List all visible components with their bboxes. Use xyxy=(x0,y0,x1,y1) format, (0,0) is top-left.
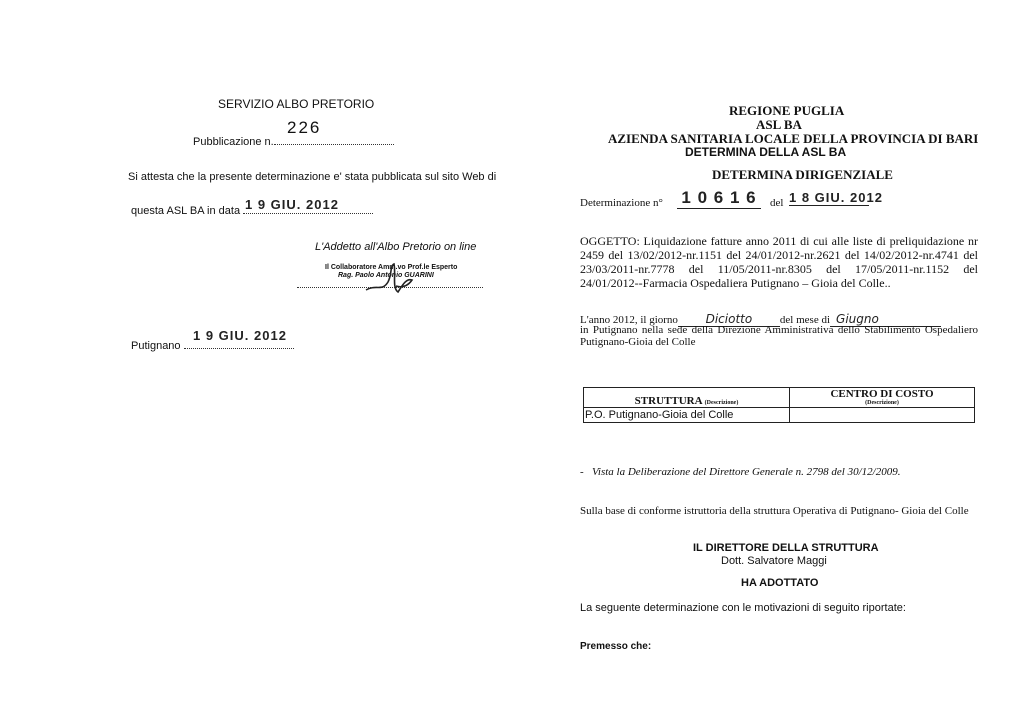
oggetto-line: 2459 del 13/02/2012-nr.1151 del 24/01/2012-nr.2621 del 14/02/2012-nr.4741 del xyxy=(580,248,978,262)
albo-header: SERVIZIO ALBO PRETORIO xyxy=(218,97,375,111)
det-date: 1 8 GIU. 2012 xyxy=(789,190,883,205)
del-label: del xyxy=(770,197,784,209)
title-azienda: AZIENDA SANITARIA LOCALE DELLA PROVINCIA DI BARI xyxy=(608,131,979,146)
table-header-row xyxy=(584,388,975,408)
sede-line: Putignano-Gioia del Colle xyxy=(580,336,696,348)
place-dots xyxy=(184,348,294,349)
mese-handwritten: Giugno xyxy=(836,312,879,326)
table-header-centro xyxy=(790,388,975,408)
ha-adottato: HA ADOTTATO xyxy=(741,577,819,589)
data-dots xyxy=(243,213,373,214)
anno-text: L'anno 2012, il giorno xyxy=(580,314,678,326)
pubblicazione-label-text: Pubblicazione n. xyxy=(193,136,274,148)
table-cell-struttura: P.O. Putignano-Gioia del Colle xyxy=(584,408,790,423)
title-dirigenziale: DETERMINA DIRIGENZIALE xyxy=(712,167,893,182)
pubblicazione-number: 226 xyxy=(287,118,322,137)
oggetto-line: 24/01/2012--Farmacia Ospedaliera Putignano – Gioia del Colle.. xyxy=(580,276,891,290)
addetto-label: L'Addetto all'Albo Pretorio on line xyxy=(315,241,477,253)
data-stamp: 1 9 GIU. 2012 xyxy=(245,197,339,212)
oggetto-line: 23/03/2011-nr.7778 del 11/05/2011-nr.8305 del 17/05/2011-nr.1152 del xyxy=(580,262,978,276)
oggetto-line: OGGETTO: Liquidazione fatture anno 2011 di cui alle liste di preliquidazione nr xyxy=(580,234,978,248)
direttore-title: IL DIRETTORE DELLA STRUTTURA xyxy=(693,542,879,554)
pubblicazione-dots xyxy=(274,144,394,145)
pubblicazione-label xyxy=(193,136,394,148)
title-asl: ASL BA xyxy=(756,117,802,132)
place-label: Putignano xyxy=(131,340,181,352)
sede-line: in Putignano nella sede della Direzione Amministrativa dello Stabilimento Ospedaliero xyxy=(580,324,978,336)
vista-line: Vista la Deliberazione del Direttore Generale n. 2798 del 30/12/2009. xyxy=(592,466,901,478)
data-line xyxy=(131,205,373,217)
table-row xyxy=(584,408,975,423)
attest-line: Si attesta che la presente determinazione e' stata pubblicata sul sito Web di xyxy=(128,171,497,183)
giorno-handwritten: Diciotto xyxy=(705,312,753,326)
title-regione: REGIONE PUGLIA xyxy=(729,103,845,118)
signer-line-2: Rag. Paolo Antonio GUARINI xyxy=(338,272,434,279)
table-header-struttura xyxy=(584,388,790,408)
signature-scribble-icon xyxy=(362,258,422,298)
direttore-name: Dott. Salvatore Maggi xyxy=(721,555,827,567)
data-label: questa ASL BA in data xyxy=(131,205,241,217)
signer-line-1: Il Collaboratore Amm.vo Prof.le Esperto xyxy=(325,264,458,271)
vista-bullet: - xyxy=(580,466,584,478)
cost-center-table xyxy=(583,387,975,423)
table-cell-centro xyxy=(790,408,975,423)
struttura-sub: (Descrizione) xyxy=(704,400,739,406)
det-label: Determinazione n° xyxy=(580,197,663,209)
place-line xyxy=(131,340,294,352)
premesso-line: Premesso che: xyxy=(580,641,652,652)
centro-header: CENTRO DI COSTO xyxy=(830,387,934,400)
det-number: 1 0 6 1 6 xyxy=(677,188,761,209)
sulla-base-line: Sulla base di conforme istruttoria della struttura Operativa di Putignano- Gioia del Colle xyxy=(580,505,969,517)
title-determina: DETERMINA DELLA ASL BA xyxy=(685,145,847,159)
mese-label: del mese di xyxy=(779,314,831,326)
seguente-line: La seguente determinazione con le motivazioni di seguito riportate: xyxy=(580,602,906,614)
struttura-header: STRUTTURA xyxy=(634,395,702,407)
centro-sub: (Descrizione) xyxy=(865,399,899,406)
place-stamp: 1 9 GIU. 2012 xyxy=(193,328,287,343)
